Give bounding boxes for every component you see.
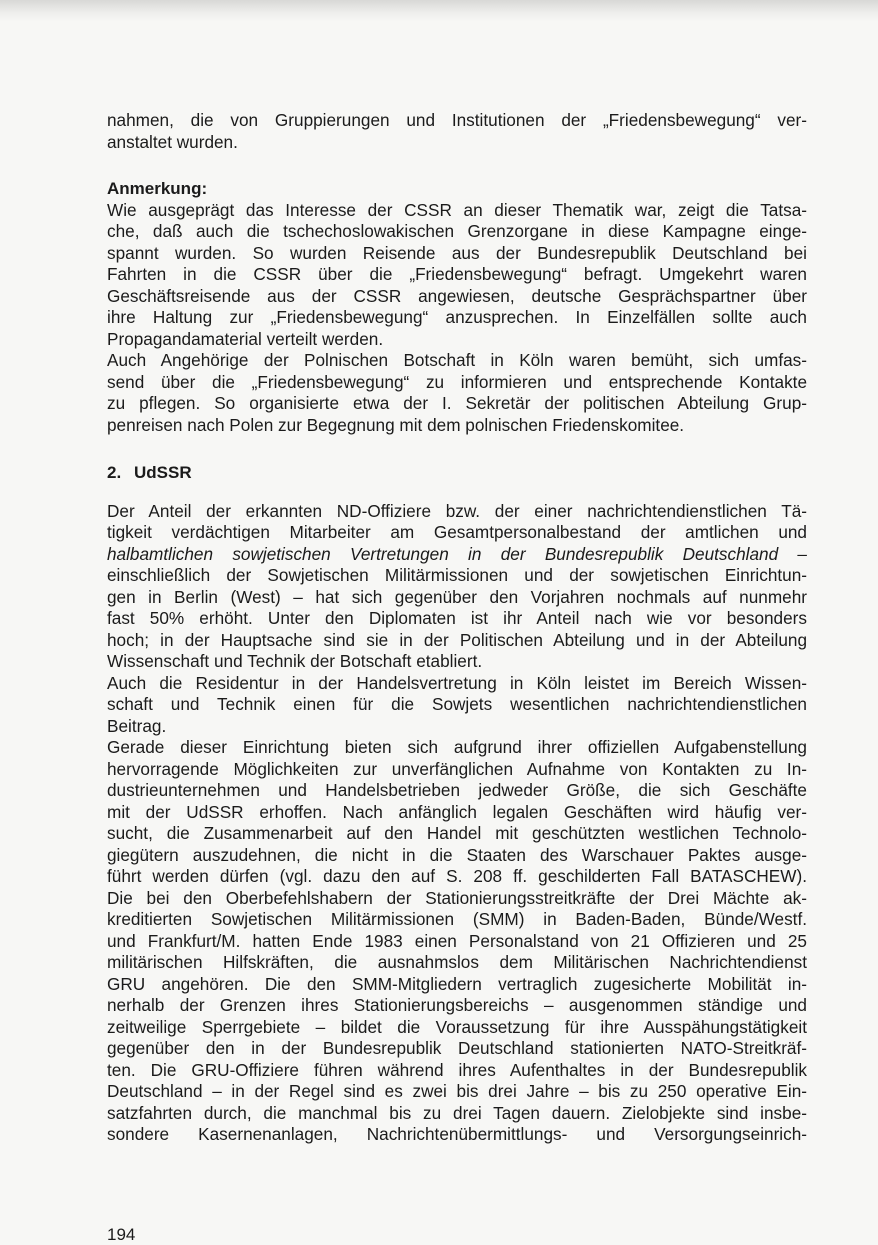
text-line: tigkeit verdächtigen Mitarbeiter am Gesamtpersonalbestand der amtlichen und [107,522,807,542]
text-line: ihre Haltung zur „Friedensbewegung“ anzusprechen. In Einzelfällen sollte auch [107,307,807,327]
text-line: anstaltet wurden. [107,131,238,152]
scan-top-edge [0,0,878,22]
text-line: hervorragende Möglichkeiten zur unverfänglichen Aufnahme von Kontakten zu In- [107,758,807,779]
text-line: penreisen nach Polen zur Begegnung mit dem polnischen Friedenskomitee. [107,414,685,435]
section-title: UdSSR [134,463,192,482]
note-block [107,178,807,436]
text-line: nerhalb der Grenzen ihres Stationierungsbereichs – ausgenommen ständige und [107,995,807,1015]
text-line: schaft und Technik einen für die Sowjets wesentlichen nachrichtendienstlichen [107,694,807,714]
text-line: Wissenschaft und Technik der Botschaft etabliert. [107,651,483,671]
section-heading [107,462,807,484]
section-number: 2. [107,463,122,482]
text-line: nahmen, die von Gruppierungen und Institutionen der „Friedensbewegung“ ver- [107,110,807,130]
text-line: Propagandamaterial verteilt werden. [107,328,384,349]
text-line: kreditierten Sowjetischen Militärmissionen (SMM) in Baden-Baden, Bünde/Westf. [107,909,807,929]
text-line: Auch die Residentur in der Handelsvertretung in Köln leistet im Bereich Wissen- [107,672,807,693]
section-block [107,462,807,1146]
page-number: 194 [107,1225,136,1244]
text-line: halbamtlichen sowjetischen Vertretungen in der Bundesrepublik Deutschland – [107,543,807,564]
document-page [107,110,807,1146]
text-line: send über die „Friedensbewegung“ zu informieren und entsprechende Kontakte [107,371,807,392]
intro-paragraph [107,110,807,153]
text-line: che, daß auch die tschechoslowakischen Grenzorgane in diese Kampagne einge- [107,221,807,241]
note-heading: Anmerkung: [107,179,208,198]
text-line: dustrieunternehmen und Handelsbetrieben jedweder Größe, die sich Geschäfte [107,780,807,800]
text-line: fast 50% erhöht. Unter den Diplomaten ist ihr Anteil nach wie vor besonders [107,608,807,628]
text-line: und Frankfurt/M. hatten Ende 1983 einen Personalstand von 21 Offizieren und 25 [107,930,807,951]
text-line: Gerade dieser Einrichtung bieten sich aufgrund ihrer offiziellen Aufgabenstellung [107,737,807,757]
text-line: Fahrten in die CSSR über die „Friedensbewegung“ befragt. Umgekehrt waren [107,264,807,284]
text-line: GRU angehören. Die den SMM-Mitgliedern vertraglich zugesicherte Mobilität in- [107,973,807,994]
text-line: Die bei den Oberbefehlshabern der Stationierungsstreitkräfte der Drei Mächte ak- [107,887,807,908]
text-line: Wie ausgeprägt das Interesse der CSSR an dieser Thematik war, zeigt die Tatsa- [107,199,807,220]
text-line: satzfahrten durch, die manchmal bis zu drei Tagen dauern. Zielobjekte sind insbe- [107,1102,807,1123]
text-line: ten. Die GRU-Offiziere führen während ihres Aufenthaltes in der Bundesrepublik [107,1059,807,1080]
text-line: Deutschland – in der Regel sind es zwei bis drei Jahre – bis zu 250 operative Ein- [107,1081,807,1101]
text-line: sucht, die Zusammenarbeit auf den Handel mit geschützten westlichen Technolo- [107,823,807,843]
text-line: militärischen Hilfskräften, die ausnahmslos dem Militärischen Nachrichtendienst [107,952,807,972]
text-line: hoch; in der Hauptsache sind sie in der Politischen Abteilung und in der Abteilung [107,629,807,650]
text-line: gen in Berlin (West) – hat sich gegenüber den Vorjahren nochmals auf nunmehr [107,586,807,607]
text-line: Beitrag. [107,715,167,736]
text-line: zu pflegen. So organisierte etwa der I. Sekretär der politischen Abteilung Grup- [107,393,807,413]
text-line: mit der UdSSR erhoffen. Nach anfänglich legalen Geschäften wird häufig ver- [107,801,807,822]
section-body [107,501,807,1146]
text-line: gegenüber den in der Bundesrepublik Deutschland stationierten NATO-Streitkräf- [107,1038,807,1058]
text-line: zeitweilige Sperrgebiete – bildet die Voraussetzung für ihre Ausspähungstätigkeit [107,1016,807,1037]
text-line: Der Anteil der erkannten ND-Offiziere bzw. der einer nachrichtendienstlichen Tä- [107,500,807,521]
text-line: sondere Kasernenanlagen, Nachrichtenübermittlungs- und Versorgungseinrich- [107,1124,807,1144]
text-line: Auch Angehörige der Polnischen Botschaft in Köln waren bemüht, sich umfas- [107,350,807,370]
text-line: führt werden dürfen (vgl. dazu den auf S. 208 ff. geschilderten Fall BATASCHEW). [107,866,807,886]
text-line: spannt wurden. So wurden Reisende aus der Bundesrepublik Deutschland bei [107,242,807,263]
text-line: giegütern auszudehnen, die nicht in die Staaten des Warschauer Paktes ausge- [107,844,807,865]
text-line: Geschäftsreisende aus der CSSR angewiesen, deutsche Gesprächspartner über [107,285,807,306]
text-line: einschließlich der Sowjetischen Militärmissionen und der sowjetischen Einrichtun- [107,565,807,585]
